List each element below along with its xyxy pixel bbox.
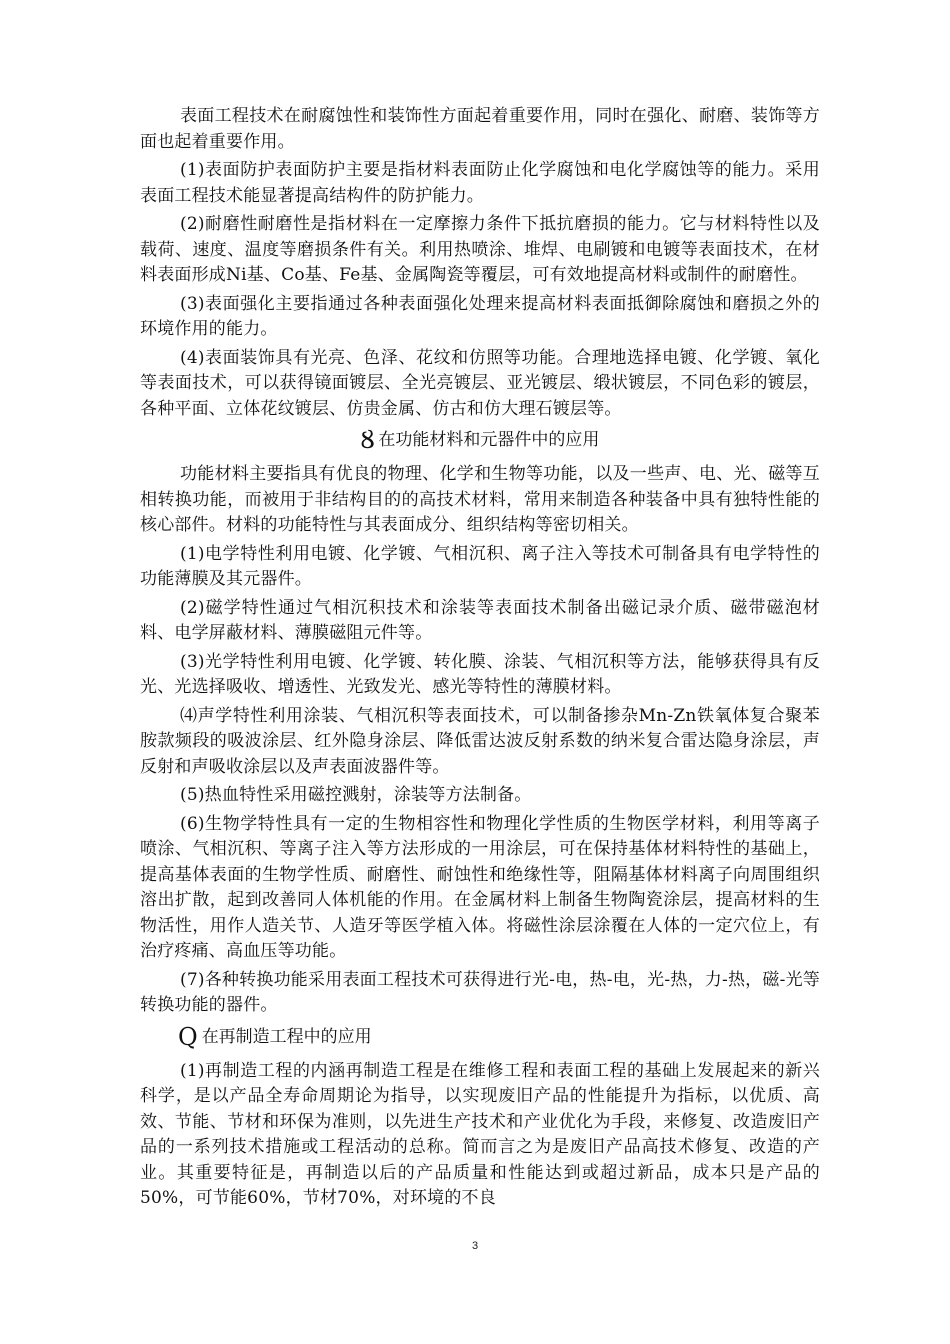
page-number: 3 [471,1240,479,1252]
section2-item-2: (2)磁学特性通过气相沉积技术和涂装等表面技术制备出磁记录介质、磁带磁泡材料、电学屏蔽材料、薄膜磁阻元件等。 [140,597,820,643]
section1-item-4: (4)表面装饰具有光亮、色泽、花纹和仿照等功能。合理地选择电镀、化学镀、氧化等表面技术，可以获得镜面镀层、全光亮镀层、亚光镀层、缎状镀层，不同色彩的镀层，各种平面、立体花纹镀层、仿贵金属、仿古和仿大理石镀层等。 [140,347,820,419]
document-page [140,104,820,1215]
section2-item-6: (6)生物学特性具有一定的生物相容性和物理化学性质的生物医学材料，利用等离子喷涂、气相沉积、等离子注入等方法形成的一用涂层，可在保持基体材料特性的基础上，提高基体表面的生物学性质、耐磨性、耐蚀性和绝缘性等，阻隔基体材料离子向周围组织溶出扩散，起到改善同人体机能的作用。在金属材料上制备生物陶瓷涂层，提高材料的生物活性，用作人造关节、人造牙等医学植入体。将磁性涂层涂覆在人体的一定穴位上，有治疗疼痛、高血压等功能。 [140,813,820,961]
section2-heading-text: 在功能材料和元器件中的应用 [378,430,600,450]
section3-item-1: (1)再制造工程的内涵再制造工程是在维修工程和表面工程的基础上发展起来的新兴科学，是以产品全寿命周期论为指导，以实现废旧产品的性能提升为指标，以优质、高效、节能、节材和环保为准则，以先进生产技术和产业优化为手段，来修复、改造废旧产品的一系列技术措施或工程活动的总称。简而言之为是废旧产品高技术修复、改造的产业。其重要特征是，再制造以后的产品质量和性能达到或超过新品，成本只是产品的50%，可节能60%，节材70%，对环境的不良 [140,1060,820,1208]
section2-item-1: (1)电学特性利用电镀、化学镀、气相沉积、离子注入等技术可制备具有电学特性的功能薄膜及其元器件。 [140,543,820,589]
section1-intro: 表面工程技术在耐腐蚀性和装饰性方面起着重要作用，同时在强化、耐磨、装饰等方面也起着重要作用。 [140,106,820,152]
section2-item-7: (7)各种转换功能采用表面工程技术可获得进行光-电，热-电，光-热，力-热，磁-光等转换功能的器件。 [140,969,820,1015]
section1-item-1: (1)表面防护表面防护主要是指材料表面防止化学腐蚀和电化学腐蚀等的能力。采用表面工程技术能显著提高结构件的防护能力。 [140,160,820,206]
section1-item-2: (2)耐磨性耐磨性是指材料在一定摩擦力条件下抵抗磨损的能力。它与材料特性以及载荷、速度、温度等磨损条件有关。利用热喷涂、堆焊、电刷镀和电镀等表面技术，在材料表面形成Ni基、Co基、Fe基、金属陶瓷等覆层，可有效地提高材料或制件的耐磨性。 [140,214,820,285]
section2-item-5: (5)热血特性采用磁控溅射，涂装等方法制备。 [180,785,532,805]
section2-heading-glyph: Ȣ [360,426,375,454]
section2-item-4: ⑷声学特性利用涂装、气相沉积等表面技术，可以制备掺杂Mn-Zn铁氧体复合聚苯胺款频段的吸波涂层、红外隐身涂层、降低雷达波反射系数的纳米复合雷达隐身涂层，声反射和声吸收涂层以及声表面波器件等。 [140,705,820,777]
section2-intro: 功能材料主要指具有优良的物理、化学和生物等功能，以及一些声、电、光、磁等互相转换功能，而被用于非结构目的的高技术材料，常用来制造各种装备中具有独特性能的核心部件。材料的功能特性与其表面成分、组织结构等密切相关。 [140,464,820,535]
section3-heading [140,1023,820,1051]
section2-heading [140,426,820,454]
section3-heading-glyph: Q [178,1022,198,1051]
section2-item-3: (3)光学特性利用电镀、化学镀、转化膜、涂装、气相沉积等方法，能够获得具有反光、光选择吸收、增透性、光致发光、感光等特性的薄膜材料。 [140,651,820,697]
section1-item-3: (3)表面强化主要指通过各种表面强化处理来提高材料表面抵御除腐蚀和磨损之外的环境作用的能力。 [140,293,820,339]
section3-heading-text: 在再制造工程中的应用 [201,1026,372,1047]
